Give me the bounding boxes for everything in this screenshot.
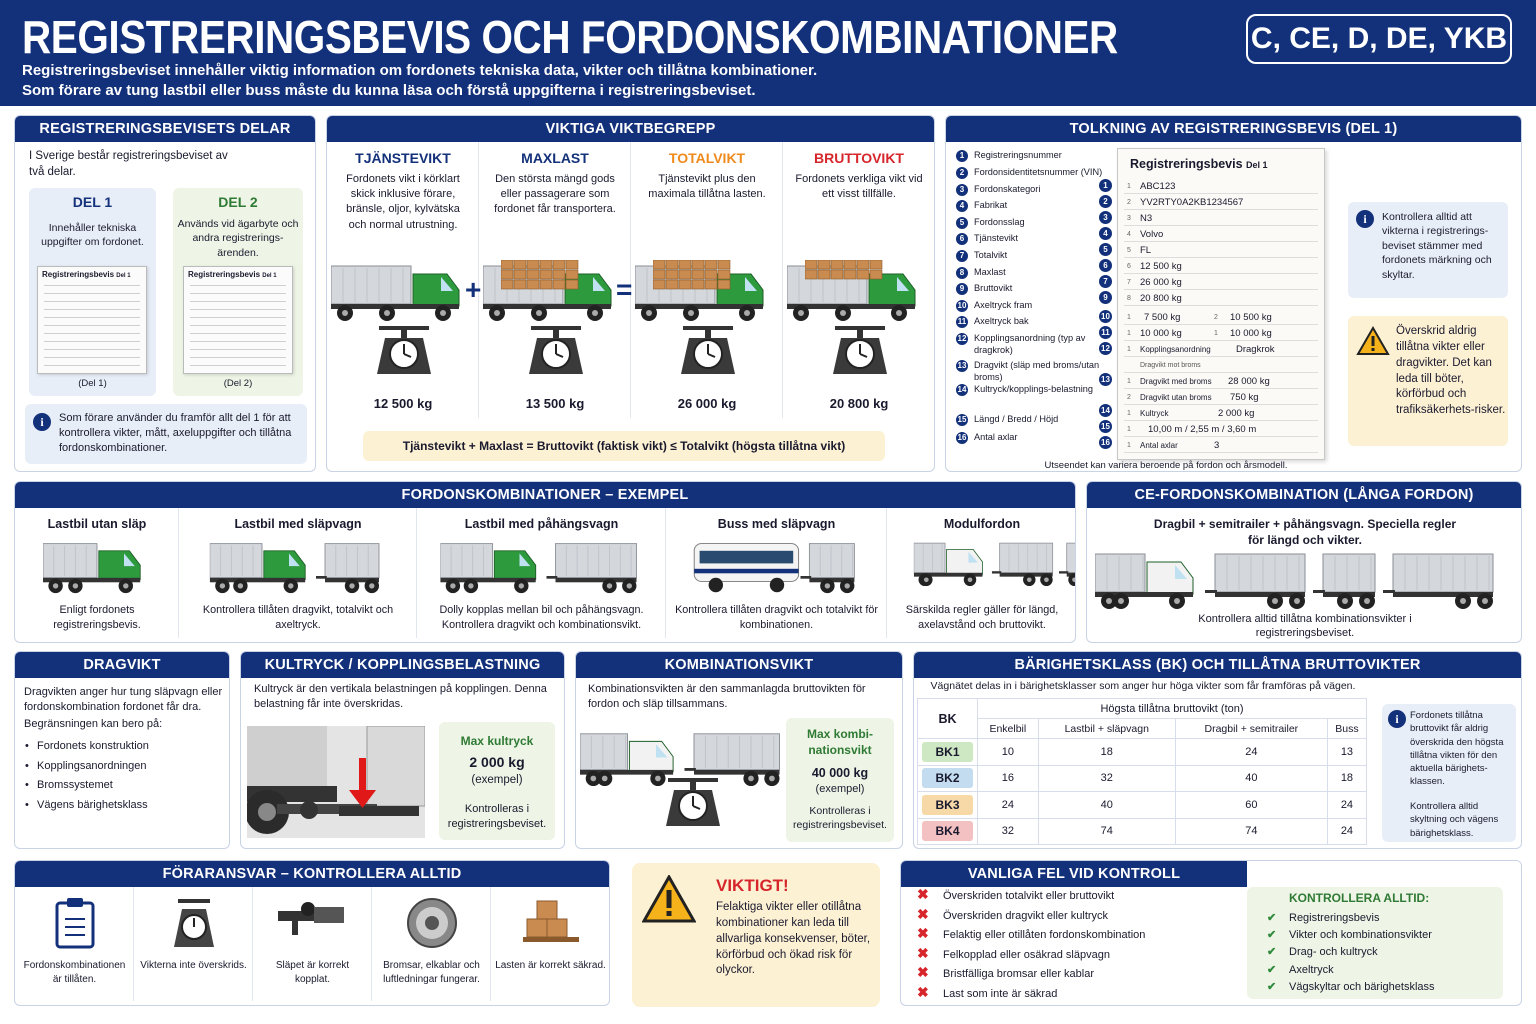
weight-concept-3	[631, 142, 783, 418]
legend-number: 11	[957, 317, 967, 326]
responsibility-text: Fordonskombinationen är tillåten.	[23, 960, 126, 985]
bk-col-header: BK	[918, 699, 978, 739]
scale-icon	[511, 326, 601, 381]
reg-callout-number: 5	[1099, 243, 1112, 256]
reg-callout-number: 2	[1099, 195, 1112, 208]
weight-concept-text: Den största mängd gods eller passagerare som fordonet får transportera.	[494, 173, 616, 216]
max-kombvikt-example: (exempel)	[815, 783, 865, 795]
bk-row	[918, 792, 1367, 819]
reg-value: 12 500 kg	[1140, 261, 1182, 272]
combo-title: Lastbil utan släp	[47, 517, 147, 531]
parts-heading: REGISTRERINGSBEVISETS DELAR	[15, 116, 315, 142]
dragvikt-bullet: • Bromssystemet	[25, 779, 113, 791]
reg-callout-number: 6	[1099, 259, 1112, 272]
responsibility-item	[134, 887, 253, 1001]
legend-item: 3 Fordonskategori	[956, 184, 1106, 196]
reg-label: Dragvikt med broms	[1140, 377, 1212, 386]
del2-doc-title: Registreringsbevis Del 1	[188, 270, 277, 279]
info-icon: i	[1356, 210, 1374, 228]
weights-panel	[326, 115, 935, 472]
interp-warning-text: Överskrid aldrig tillåtna vikter eller dragvikter. Det kan leda till böter, körförbud och trafiksäkerhets-risker.	[1396, 325, 1506, 417]
combos-heading: FORDONSKOMBINATIONER – EXEMPEL	[15, 482, 1075, 508]
page-subtitle-1: Registreringsbeviset innehåller viktig information om fordonets tekniska data, vikter och tillåtna kombinationer.	[22, 62, 818, 79]
bk-cell: 24	[1327, 792, 1366, 819]
bk-cell: 18	[1038, 739, 1175, 766]
ce-vehicle-illustration	[1095, 550, 1501, 617]
dragvikt-limit: Begränsningen kan bero på:	[24, 718, 163, 730]
bk-cell: 74	[1175, 818, 1327, 845]
interp-footer: Utseendet kan variera beroende på fordon och årsmodell.	[1044, 460, 1288, 471]
del2-document-thumbnail	[183, 266, 293, 374]
cargo-boxes-icon	[501, 260, 579, 290]
vehicle-combination-icon	[417, 540, 666, 607]
reg-value: N3	[1140, 213, 1153, 224]
ce-footer: Kontrollera alltid tillåtna kombinationsvikter i registreringsbeviset.	[1198, 613, 1412, 640]
info-icon: i	[33, 413, 51, 431]
reg-value: 3	[1214, 440, 1220, 451]
kultryck-heading: KULTRYCK / KOPPLINGSBELASTNING	[241, 652, 564, 678]
interp-warning-box	[1348, 316, 1508, 446]
bk-info-box	[1382, 704, 1516, 842]
check-item: ✔ Registreringsbevis	[1267, 910, 1435, 927]
page-subtitle-2: Som förare av tung lastbil eller buss måste du kunna läsa och förstå uppgifterna i registreringsbeviset.	[22, 82, 756, 99]
reg-label: Kopplingsanordning	[1140, 345, 1211, 354]
reg-label: Kultryck	[1140, 409, 1169, 418]
interp-heading: TOLKNING AV REGISTRERINGSBEVIS (DEL 1)	[946, 116, 1521, 142]
reg-value: 10 000 kg	[1140, 328, 1182, 339]
important-title: VIKTIGT!	[716, 876, 789, 895]
check-box	[1247, 887, 1503, 999]
cargo-boxes-icon	[653, 260, 731, 290]
legend-item: 2 Fordonsidentitetsnummer (VIN)	[956, 167, 1106, 179]
reg-value: 10,00 m / 2,55 m / 3,60 m	[1148, 424, 1257, 435]
responsibility-item	[15, 887, 134, 1001]
del1-document-thumbnail	[37, 266, 147, 374]
dragvikt-text: Dragvikten anger hur tung släpvagn eller fordonskombination fordonet får dra.	[24, 686, 223, 714]
bk-row	[918, 739, 1367, 766]
scale-icon	[815, 326, 905, 381]
combo-text: Dolly kopplas mellan bil och påhängsvagn. Kontrollera dragvikt och kombinationsvikt.	[439, 604, 644, 631]
legend-number: 3	[956, 184, 968, 196]
vehicle-combination-icon	[179, 540, 417, 607]
legend-item: 11 Axeltryck bak	[957, 316, 1029, 326]
cross-icon: ✖	[917, 886, 929, 902]
weight-formula: Tjänstevikt + Maxlast = Bruttovikt (faktisk vikt) ≤ Totalvikt (högsta tillåtna vikt)	[363, 431, 885, 461]
legend-item: 9 Bruttovikt	[956, 283, 1106, 295]
legend-number: 16	[957, 433, 967, 442]
ce-panel	[1086, 481, 1522, 643]
important-text: Felaktiga vikter eller otillåtna kombinationer kan leda till allvarliga konsekvenser, böter, körförbud och ökad risk för olyckor.	[716, 901, 871, 977]
page-title: REGISTRERINGSBEVIS OCH FORDONSKOMBINATIONER	[22, 11, 1118, 63]
bk-cell: 32	[1038, 765, 1175, 792]
reg-doc-title: Registreringsbevis Del 1	[1130, 157, 1268, 171]
reg-callout-number: 4	[1099, 227, 1112, 240]
combo-text: Särskilda regler gäller för längd, axelavstånd och bruttovikt.	[905, 604, 1059, 631]
combo-example-1	[15, 508, 179, 638]
weight-concept-text: Tjänstevikt plus den maximala tillåtna lasten.	[648, 173, 766, 201]
bk-row	[918, 765, 1367, 792]
combo-example-2	[179, 508, 417, 638]
legend-item: 10 Axeltryck fram	[957, 300, 1033, 310]
warning-icon	[1356, 326, 1390, 356]
weight-concept-2	[479, 142, 631, 418]
info-icon: i	[1388, 710, 1406, 728]
bk-cell: 24	[1327, 818, 1366, 845]
bk-info-text-1: Fordonets tillåtna bruttovikt får aldrig överskrida den högsta tillåtna vikten för den aktuella bärighets-klassen.	[1410, 710, 1504, 788]
responsibility-text: Lasten är korrekt säkrad.	[495, 960, 606, 971]
reg-value: 7 500 kg	[1144, 312, 1181, 323]
bk-table	[917, 698, 1367, 845]
max-kombvikt-value: 40 000 kg	[811, 766, 869, 780]
del2-caption: (Del 2)	[223, 378, 253, 389]
bk-cell: 24	[978, 792, 1039, 819]
checkmark-icon: ✔	[1267, 929, 1277, 942]
kombvikt-panel	[575, 651, 903, 849]
combo-title: Buss med släpvagn	[717, 517, 836, 531]
cross-icon: ✖	[917, 964, 929, 980]
reg-value: 10 000 kg	[1230, 328, 1272, 339]
bk-column-header: Buss	[1327, 719, 1366, 739]
bk-label: BK1	[918, 739, 978, 766]
bk-label: BK2	[918, 765, 978, 792]
legend-number: 13	[957, 361, 967, 370]
parts-info-text: Som förare använder du framför allt del 1 för att kontrollera vikter, mått, axeluppgifter och tillåtna fordonskombinationer.	[59, 412, 292, 455]
legend-item: 16 Antal axlar	[957, 432, 1018, 442]
legend-item: 8 Maxlast	[956, 267, 1106, 279]
weight-concept-value: 26 000 kg	[677, 396, 737, 411]
reg-value: YV2RTY0A2KB1234567	[1140, 197, 1244, 208]
kultryck-panel	[240, 651, 565, 849]
bk-group-header: Högsta tillåtna bruttovikt (ton)	[978, 699, 1367, 719]
weight-concept-value: 20 800 kg	[829, 396, 889, 411]
responsibility-text: Vikterna inte överskrids.	[140, 960, 247, 971]
legend-item: 4 Fabrikat	[956, 200, 1106, 212]
weight-concept-text: Fordonets vikt i körklart skick inklusive förare, bränsle, oljor, kylvätska och normal utrustning.	[346, 173, 460, 231]
interp-info-box	[1348, 202, 1508, 298]
cargo-boxes-icon	[805, 260, 883, 290]
equals-sign: =	[616, 274, 633, 305]
important-box	[632, 863, 880, 1007]
legend-number: 10	[957, 301, 967, 310]
check-title: KONTROLLERA ALLTID:	[1289, 891, 1430, 905]
reg-label: Dragvikt mot broms	[1140, 362, 1201, 369]
reg-callout-number: 10	[1099, 310, 1112, 323]
reg-value: ABC123	[1140, 181, 1176, 192]
reg-callout-number: 1	[1099, 179, 1112, 192]
legend-number: 1	[956, 150, 968, 162]
cross-icon: ✖	[917, 944, 929, 961]
weight-concept-text: Fordonets verkliga vikt vid ett visst tillfälle.	[795, 173, 923, 201]
error-item: ✖ Last som inte är säkrad	[917, 983, 1057, 1005]
legend-item: 12 Kopplingsanordning (typ av dragkrok)	[957, 333, 1086, 355]
ce-heading: CE-FORDONSKOMBINATION (LÅNGA FORDON)	[1087, 482, 1521, 508]
responsibility-item	[253, 887, 372, 1001]
bk-cell: 32	[978, 818, 1039, 845]
error-item: ✖ Felkopplad eller osäkrad släpvagn	[917, 944, 1110, 966]
reg-value: Dragkrok	[1236, 344, 1275, 355]
legend-number: 2	[956, 167, 968, 179]
weight-concept-title: TJÄNSTEVIKT	[355, 150, 451, 166]
parts-intro: I Sverige består registreringsbeviset av två delar.	[29, 150, 228, 178]
check-item: ✔ Drag- och kultryck	[1267, 944, 1435, 961]
bk-column-header: Lastbil + släpvagn	[1038, 719, 1175, 739]
max-kultryck-title: Max kultryck	[460, 734, 534, 748]
bk-cell: 16	[978, 765, 1039, 792]
vehicle-combination-icon	[666, 540, 887, 607]
error-item: ✖ Bristfälliga bromsar eller kablar	[917, 963, 1094, 985]
bk-cell: 40	[1038, 792, 1175, 819]
errors-panel	[900, 860, 1522, 1006]
reg-callout-number: 3	[1099, 211, 1112, 224]
bk-cell: 40	[1175, 765, 1327, 792]
bk-cell: 60	[1175, 792, 1327, 819]
cargo-icon	[491, 897, 610, 953]
bk-column-header: Enkelbil	[978, 719, 1039, 739]
clipboard-icon	[15, 897, 134, 953]
parts-info-box	[25, 404, 307, 464]
weight-concept-title: BRUTTOVIKT	[814, 150, 904, 166]
responsibility-text: Släpet är korrekt kopplat.	[275, 960, 350, 985]
weights-heading: VIKTIGA VIKTBEGREPP	[327, 116, 934, 142]
legend-number: 7	[956, 250, 968, 262]
legend-number: 15	[957, 415, 967, 424]
bk-cell: 18	[1327, 765, 1366, 792]
legend-number: 8	[956, 267, 968, 279]
reg-label: Dragvikt utan broms	[1140, 393, 1212, 402]
check-item: ✔ Vikter och kombinationsvikter	[1267, 927, 1435, 944]
combination-vehicle-illustration	[580, 730, 798, 797]
error-item: ✖ Felaktig eller otillåten fordonskombination	[917, 924, 1145, 946]
kombvikt-text: Kombinationsvikten är den sammanlagda bruttovikten för fordon och släp tillsammans.	[588, 683, 866, 711]
combo-title: Lastbil med släpvagn	[234, 517, 362, 531]
truck-icon	[331, 262, 471, 329]
registration-document: Registreringsbevis Del 1 1 ABC123 2 YV2RTY0A2KB1234567 3 N3 4 Volvo 5 FL 6 12 500 kg 7 26 000 kg 8 20 800 kg 1 7 500 kg 2 10 500 kg 1 10 000 kg 1 10 000 kg 1 Kopplingsanordning Dragkrok Dragvikt mot broms 1 Dragvikt med broms 28 000 kg 2 Dragvikt utan broms 750 kg 1 Kultryck 2 000 kg 1 10,00 m / 2,55 m / 3,60 m 1 Antal axlar 3	[1117, 148, 1325, 460]
reg-value: 2 000 kg	[1218, 408, 1255, 419]
bk-label: BK4	[918, 818, 978, 845]
bk-cell: 10	[978, 739, 1039, 766]
responsibility-item	[491, 887, 610, 1001]
plus-sign: +	[465, 274, 482, 305]
bk-info-text-2: Kontrollera alltid skyltning och vägens bärighetsklass.	[1410, 801, 1499, 839]
dragvikt-heading: DRAGVIKT	[15, 652, 229, 678]
legend-item: 15 Längd / Bredd / Höjd	[957, 414, 1059, 424]
dragvikt-bullet: • Fordonets konstruktion	[25, 740, 149, 752]
error-item: ✖ Överskriden totalvikt eller bruttovikt	[917, 885, 1114, 907]
combo-example-4	[666, 508, 887, 638]
max-kombvikt-box	[786, 718, 894, 842]
combo-title: Lastbil med påhängsvagn	[464, 517, 619, 531]
legend-item: 6 Tjänstevikt	[956, 233, 1106, 245]
errors-heading: VANLIGA FEL VID KONTROLL	[901, 861, 1247, 887]
weight-concept-value: 13 500 kg	[525, 396, 585, 411]
bk-cell: 13	[1327, 739, 1366, 766]
weight-concept-value: 12 500 kg	[373, 396, 433, 411]
reg-callout-number: 14	[1099, 404, 1112, 417]
legend-number: 9	[956, 283, 968, 295]
combo-text: Kontrollera tillåten dragvikt och totalvikt för kombinationen.	[675, 604, 878, 631]
resp-heading: FÖRARANSVAR – KONTROLLERA ALLTID	[15, 861, 609, 887]
del2-title: DEL 2	[218, 194, 258, 210]
dragvikt-bullet: • Kopplingsanordningen	[25, 759, 147, 772]
legend-number: 4	[956, 200, 968, 212]
legend-item: 14 Kultryck/kopplings-belastning	[957, 384, 1093, 394]
scale-icon	[134, 897, 253, 953]
bk-row	[918, 818, 1367, 845]
dragvikt-panel	[14, 651, 230, 849]
checkmark-icon: ✔	[1267, 963, 1277, 976]
legend-item: 5 Fordonsslag	[956, 217, 1106, 229]
towbar-illustration	[247, 726, 425, 838]
warning-icon	[642, 875, 696, 923]
page-header	[0, 0, 1536, 106]
bk-column-header: Dragbil + semitrailer	[1175, 719, 1327, 739]
bk-cell: 24	[1175, 739, 1327, 766]
legend-number: 6	[956, 233, 968, 245]
combo-text: Enligt fordonets registreringsbevis.	[53, 604, 141, 631]
max-kultryck-box	[439, 722, 555, 840]
checkmark-icon: ✔	[1267, 912, 1277, 924]
legend-item: 1 Registreringsnummer	[956, 150, 1106, 162]
check-item: ✔ Vägskyltar och bärighetsklass	[1267, 979, 1435, 996]
resp-panel	[14, 860, 610, 1006]
scale-icon	[359, 326, 449, 381]
legend-number: 12	[957, 334, 967, 343]
license-class-badge: C, CE, D, DE, YKB	[1246, 14, 1512, 64]
parts-panel	[14, 115, 316, 472]
reg-label: Antal axlar	[1140, 441, 1178, 450]
cross-icon: ✖	[917, 925, 929, 941]
del2-card	[173, 188, 303, 396]
max-kultryck-example: (exempel)	[471, 774, 523, 786]
cross-icon: ✖	[917, 905, 929, 922]
del1-text: Innehåller tekniska uppgifter om fordonet.	[41, 222, 144, 249]
responsibility-item	[372, 887, 491, 1001]
del1-title: DEL 1	[72, 194, 113, 210]
bk-intro: Vägnätet delas in i bärighetsklasser som anger hur höga vikter som får framföras på vägen.	[930, 680, 1356, 692]
del2-text: Används vid ägarbyte och andra registrerings-ärenden.	[177, 218, 299, 259]
ce-text: Dragbil + semitrailer + påhängsvagn. Speciella regler för längd och vikter.	[1153, 517, 1457, 548]
dragvikt-bullet: • Vägens bärighetsklass	[25, 798, 148, 811]
legend-number: 5	[956, 217, 968, 229]
bk-heading: BÄRIGHETSKLASS (BK) OCH TILLÅTNA BRUTTOVIKTER	[914, 652, 1521, 678]
reg-value: 28 000 kg	[1228, 376, 1270, 387]
max-kombvikt-title: Max kombi-nationsvikt	[806, 727, 873, 758]
vehicle-combination-icon	[15, 540, 179, 607]
max-kultryck-note: Kontrolleras i registreringsbeviset.	[447, 803, 547, 831]
combo-title: Modulfordon	[943, 517, 1021, 531]
legend-item: 7 Totalvikt	[956, 250, 1106, 262]
checkmark-icon: ✔	[1267, 946, 1277, 959]
max-kombvikt-note: Kontrolleras i registreringsbeviset.	[793, 805, 887, 832]
combo-text: Kontrollera tillåten dragvikt, totalvikt och axeltryck.	[202, 604, 394, 631]
weight-concept-1	[327, 142, 482, 418]
reg-value: 20 800 kg	[1140, 293, 1182, 304]
kombvikt-heading: KOMBINATIONSVIKT	[576, 652, 902, 678]
max-kultryck-value: 2 000 kg	[469, 754, 525, 770]
reg-callout-number: 11	[1099, 326, 1112, 339]
bk-cell: 74	[1038, 818, 1175, 845]
weight-concept-title: MAXLAST	[521, 150, 589, 166]
checkmark-icon: ✔	[1267, 980, 1277, 993]
reg-callout-number: 15	[1099, 420, 1112, 433]
kultryck-text: Kultryck är den vertikala belastningen på kopplingen. Denna belastning får inte överskridas.	[254, 683, 547, 711]
reg-value: 750 kg	[1230, 392, 1259, 403]
bk-panel	[913, 651, 1522, 849]
del1-doc-title: Registreringsbevis Del 1	[42, 270, 131, 279]
interp-info-text: Kontrollera alltid att vikterna i registrerings-beviset stämmer med fordonets märkning och skyltar.	[1382, 211, 1492, 281]
reg-callout-number: 9	[1099, 291, 1112, 304]
cross-icon: ✖	[917, 983, 929, 1000]
hitch-icon	[253, 897, 372, 953]
brake-disc-icon	[372, 897, 491, 953]
reg-callout-number: 16	[1099, 436, 1112, 449]
bk-label: BK3	[918, 792, 978, 819]
legend-number: 14	[957, 385, 967, 394]
legend-item: 13 Dragvikt (släp med broms/utan broms)	[957, 360, 1100, 382]
reg-value: FL	[1140, 245, 1152, 256]
del1-card	[29, 188, 156, 396]
reg-callout-number: 13	[1099, 373, 1112, 386]
error-item: ✖ Överskriden dragvikt eller kultryck	[917, 905, 1108, 927]
reg-value: 26 000 kg	[1140, 277, 1182, 288]
scale-icon	[663, 326, 753, 381]
combo-example-3	[417, 508, 666, 638]
check-item: ✔ Axeltryck	[1267, 962, 1435, 979]
vehicle-combination-icon	[887, 540, 1076, 607]
del1-caption: (Del 1)	[78, 378, 107, 389]
combos-panel	[14, 481, 1076, 643]
weight-concept-title: TOTALVIKT	[668, 150, 746, 166]
weight-concept-4	[783, 142, 935, 418]
responsibility-text: Bromsar, elkablar och luftledningar fungerar.	[383, 960, 480, 985]
reg-callout-number: 7	[1099, 275, 1112, 288]
combo-example-5	[887, 508, 1076, 638]
reg-value: 10 500 kg	[1230, 312, 1272, 323]
reg-value: Volvo	[1140, 229, 1164, 240]
reg-callout-number: 12	[1099, 342, 1112, 355]
